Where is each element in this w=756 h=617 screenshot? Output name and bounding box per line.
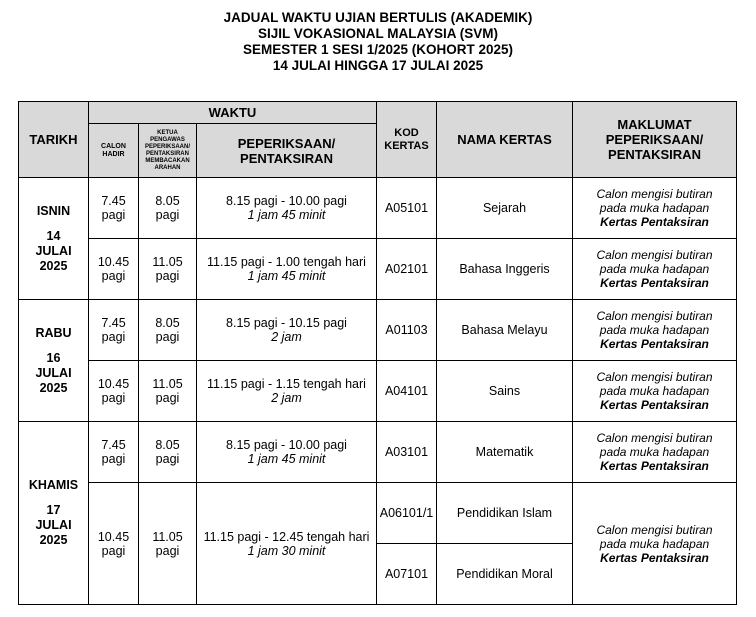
- day-cell-rabu: RABU 16 JULAI 2025: [19, 300, 89, 422]
- header-ketua-pengawas: KETUA PENGAWAS PEPERIKSAAN/ PENTAKSIRAN MEMBACAKAN ARAHAN: [139, 124, 197, 178]
- table-row: [19, 239, 737, 300]
- maklumat-note: Calon mengisi butiran pada muka hadapan Kertas Pentaksiran: [573, 239, 737, 300]
- maklumat-note: Calon mengisi butiran pada muka hadapan Kertas Pentaksiran: [573, 361, 737, 422]
- exam-time: 8.15 pagi - 10.00 pagi 1 jam 45 minit: [197, 422, 377, 483]
- kod-kertas: A02101: [377, 239, 437, 300]
- exam-timetable: [18, 101, 737, 605]
- nama-kertas: Sejarah: [437, 178, 573, 239]
- table-row: [19, 422, 737, 483]
- day-cell-isnin: ISNIN 14 JULAI 2025: [19, 178, 89, 300]
- kod-kertas: A01103: [377, 300, 437, 361]
- exam-time: 11.15 pagi - 12.45 tengah hari 1 jam 30 minit: [197, 483, 377, 605]
- title-line-1: JADUAL WAKTU UJIAN BERTULIS (AKADEMIK): [223, 10, 533, 25]
- nama-kertas: Pendidikan Islam: [437, 483, 573, 544]
- header-calon-hadir: CALON HADIR: [89, 124, 139, 178]
- arahan-time: 8.05 pagi: [139, 178, 197, 239]
- title-line-3: SEMESTER 1 SESI 1/2025 (KOHORT 2025): [242, 42, 514, 57]
- table-row: [19, 361, 737, 422]
- title-line-2: SIJIL VOKASIONAL MALAYSIA (SVM): [257, 26, 499, 41]
- nama-kertas: Bahasa Inggeris: [437, 239, 573, 300]
- kod-kertas: A04101: [377, 361, 437, 422]
- arahan-time: 11.05 pagi: [139, 483, 197, 605]
- calon-hadir-time: 10.45 pagi: [89, 239, 139, 300]
- table-row: [19, 178, 737, 239]
- exam-time: 11.15 pagi - 1.15 tengah hari 2 jam: [197, 361, 377, 422]
- kod-kertas: A05101: [377, 178, 437, 239]
- calon-hadir-time: 7.45 pagi: [89, 422, 139, 483]
- maklumat-note: Calon mengisi butiran pada muka hadapan Kertas Pentaksiran: [573, 178, 737, 239]
- arahan-time: 8.05 pagi: [139, 422, 197, 483]
- arahan-time: 11.05 pagi: [139, 361, 197, 422]
- exam-time: 11.15 pagi - 1.00 tengah hari 1 jam 45 minit: [197, 239, 377, 300]
- table-row: [19, 483, 737, 544]
- nama-kertas: Pendidikan Moral: [437, 544, 573, 605]
- title-line-4: 14 JULAI HINGGA 17 JULAI 2025: [272, 58, 484, 73]
- calon-hadir-time: 10.45 pagi: [89, 483, 139, 605]
- exam-time: 8.15 pagi - 10.15 pagi 2 jam: [197, 300, 377, 361]
- kod-kertas: A06101/1: [377, 483, 437, 544]
- kod-kertas: A07101: [377, 544, 437, 605]
- header-nama-kertas: NAMA KERTAS: [437, 102, 573, 178]
- calon-hadir-time: 7.45 pagi: [89, 300, 139, 361]
- exam-time: 8.15 pagi - 10.00 pagi 1 jam 45 minit: [197, 178, 377, 239]
- maklumat-note: Calon mengisi butiran pada muka hadapan Kertas Pentaksiran: [573, 422, 737, 483]
- header-waktu: WAKTU: [89, 102, 377, 124]
- calon-hadir-time: 7.45 pagi: [89, 178, 139, 239]
- nama-kertas: Matematik: [437, 422, 573, 483]
- kod-kertas: A03101: [377, 422, 437, 483]
- nama-kertas: Bahasa Melayu: [437, 300, 573, 361]
- header-kod-kertas: KOD KERTAS: [377, 102, 437, 178]
- nama-kertas: Sains: [437, 361, 573, 422]
- day-cell-khamis: KHAMIS 17 JULAI 2025: [19, 422, 89, 605]
- header-maklumat: MAKLUMAT PEPERIKSAAN/ PENTAKSIRAN: [573, 102, 737, 178]
- arahan-time: 11.05 pagi: [139, 239, 197, 300]
- header-tarikh: TARIKH: [19, 102, 89, 178]
- maklumat-note: Calon mengisi butiran pada muka hadapan Kertas Pentaksiran: [573, 300, 737, 361]
- arahan-time: 8.05 pagi: [139, 300, 197, 361]
- calon-hadir-time: 10.45 pagi: [89, 361, 139, 422]
- maklumat-note: Calon mengisi butiran pada muka hadapan Kertas Pentaksiran: [573, 483, 737, 605]
- document-title: [0, 10, 756, 74]
- table-row: [19, 300, 737, 361]
- header-peperiksaan: PEPERIKSAAN/ PENTAKSIRAN: [197, 124, 377, 178]
